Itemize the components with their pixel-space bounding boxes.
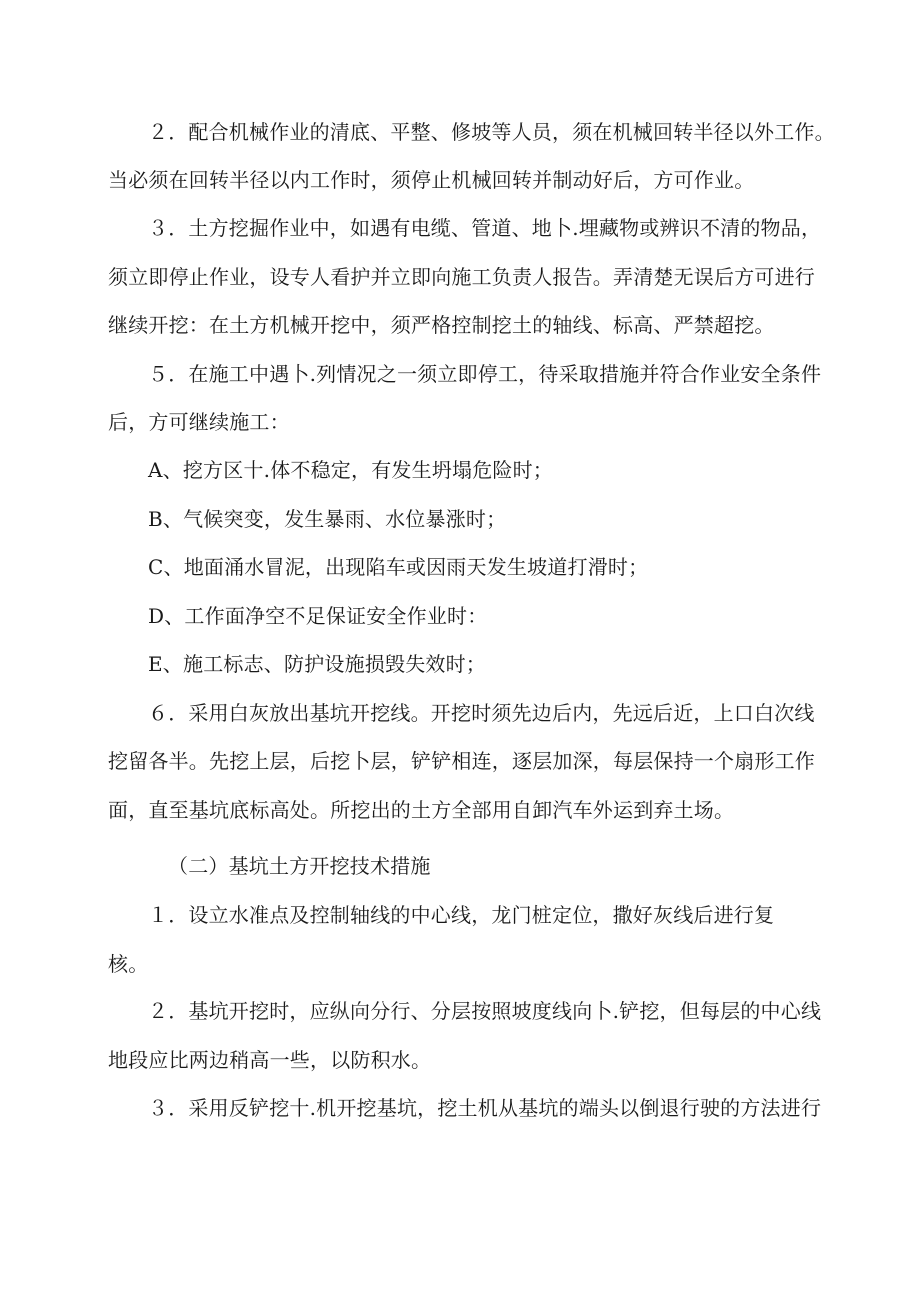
list-item-b: B、气候突变，发生暴雨、水位暴涨时； bbox=[148, 507, 507, 531]
paragraph-line: 当必须在回转半径以内工作时，须停止机械回转并制动好后，方可作业。 bbox=[108, 168, 755, 192]
paragraph-line: 后，方可继续施工： bbox=[108, 410, 290, 434]
list-item-d: D、工作面净空不足保证安全作业时： bbox=[148, 604, 488, 628]
list-item-a: A、挖方区十.体不稳定，有发生坍塌危险时； bbox=[148, 458, 554, 482]
paragraph-line: ２．基坑开挖时，应纵向分行、分层按照坡度线向卜.铲挖，但每层的中心线 bbox=[148, 999, 822, 1023]
section-heading: （二）基坑土方开挖技术措施 bbox=[168, 854, 431, 878]
list-item-c: C、地面涌水冒泥，出现陷车或因雨天发生坡道打滑时； bbox=[148, 555, 649, 579]
paragraph-line: ６．采用白灰放出基坑开挖线。开挖时须先边后内，先远后近，上口白次线 bbox=[148, 701, 815, 725]
paragraph-line: 挖留各半。先挖上层，后挖卜层，铲铲相连，逐层加深，每层保持一个扇形工作 bbox=[108, 749, 815, 773]
paragraph-line: １．设立水准点及控制轴线的中心线，龙门桩定位，撒好灰线后进行复 bbox=[148, 903, 775, 927]
list-item-e: E、施工标志、防护设施损毁失效时； bbox=[148, 652, 486, 676]
paragraph-line: 继续开挖：在土方机械开挖中，须严格控制挖土的轴线、标高、严禁超挖。 bbox=[108, 313, 775, 337]
paragraph-line: ２．配合机械作业的清底、平整、修坡等人员，须在机械回转半径以外工作。 bbox=[148, 120, 835, 144]
paragraph-line: 须立即停止作业，设专人看护并立即向施工负责人报告。弄清楚无误后方可进行 bbox=[108, 265, 815, 289]
paragraph-line: 核。 bbox=[108, 952, 149, 976]
paragraph-line: 地段应比两边稍高一些，以防积水。 bbox=[108, 1048, 432, 1072]
paragraph-line: ５．在施工中遇卜.列情况之一须立即停工，待采取措施并符合作业安全条件 bbox=[148, 362, 822, 386]
paragraph-line: 面，直至基坑底标高处。所挖出的土方全部用自卸汽车外运到弃土场。 bbox=[108, 798, 735, 822]
paragraph-line: ３．土方挖掘作业中，如遇有电缆、管道、地卜.埋藏物或辨识不清的物品， bbox=[148, 216, 822, 240]
paragraph-line: ３．采用反铲挖十.机开挖基坑，挖土机从基坑的端头以倒退行驶的方法进行 bbox=[148, 1096, 822, 1120]
